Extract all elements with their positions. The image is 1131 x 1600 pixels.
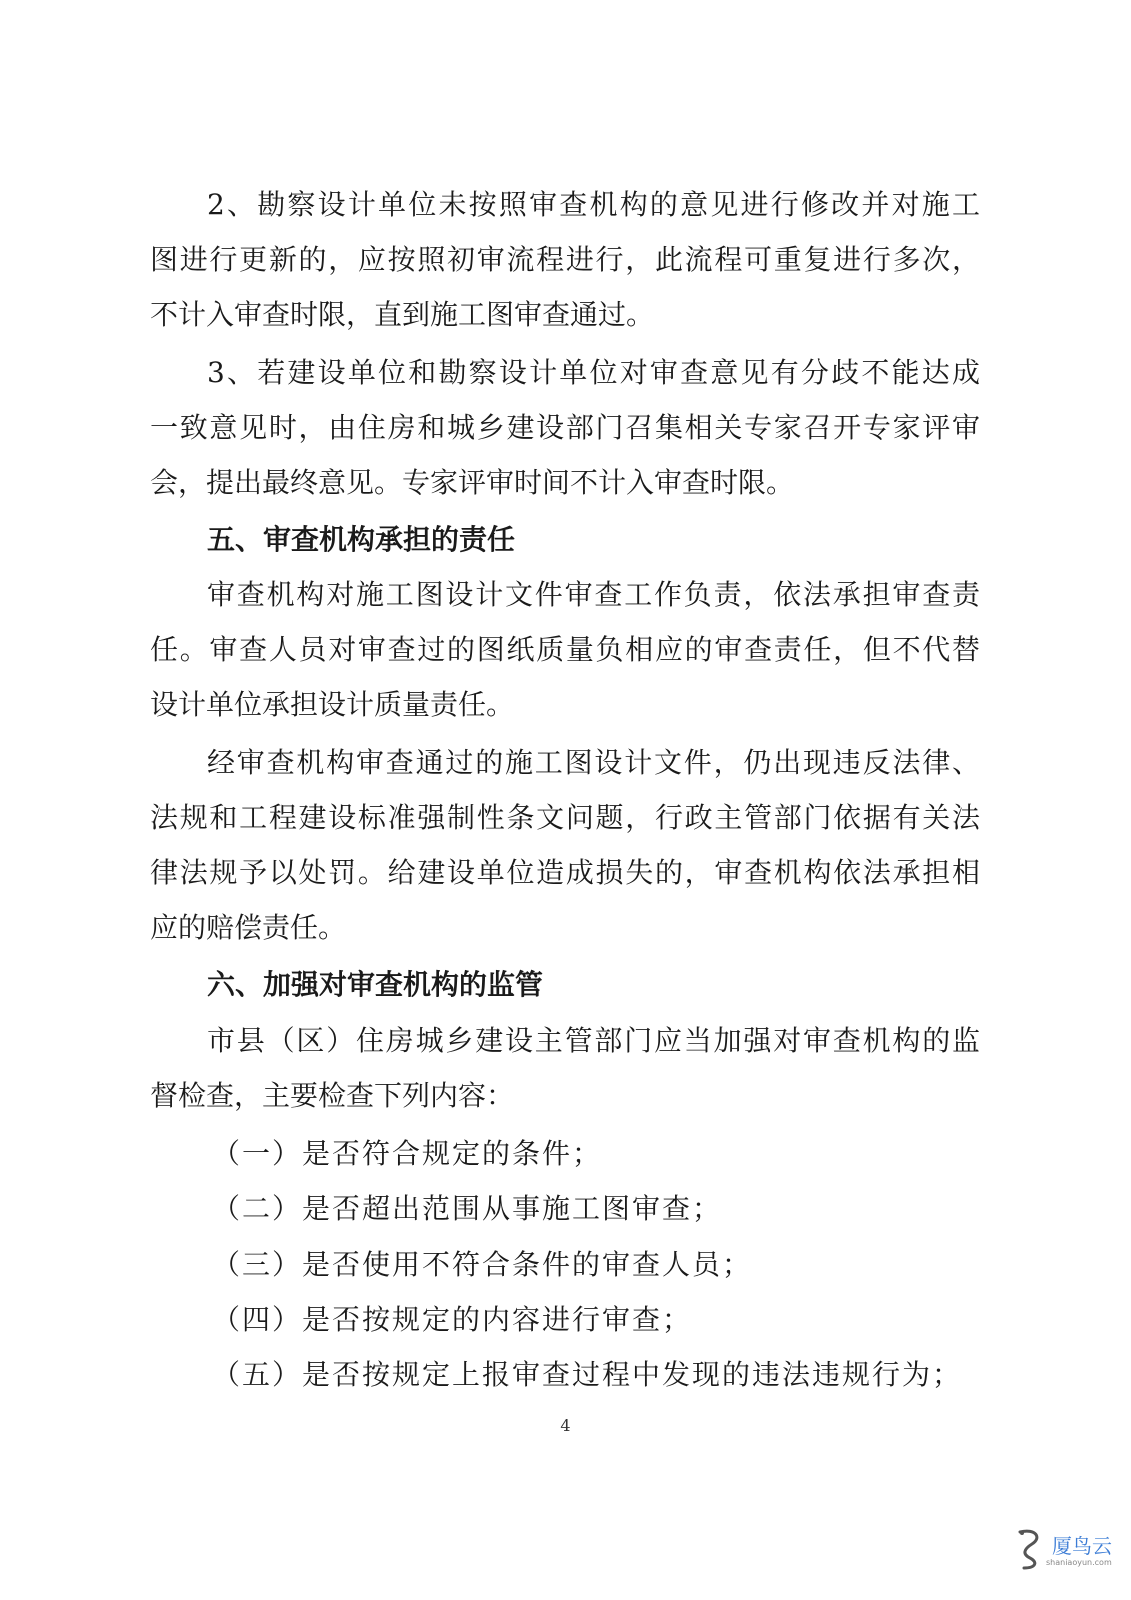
page-number: 4: [560, 1416, 571, 1435]
paragraph-line: 律法规予以处罚。给建设单位造成损失的，审查机构依法承担相: [150, 856, 980, 889]
paragraph-line: 任。审查人员对审查过的图纸质量负相应的审查责任，但不代替: [150, 633, 980, 666]
list-item: （二）是否超出范围从事施工图审查；: [212, 1192, 723, 1225]
list-item: （四）是否按规定的内容进行审查；: [212, 1303, 693, 1336]
list-item: （一）是否符合规定的条件；: [212, 1137, 603, 1170]
watermark-brand: 厦鸟云: [1052, 1534, 1112, 1558]
section-heading: 五、审查机构承担的责任: [207, 523, 516, 556]
paragraph-line: 经审查机构审查通过的施工图设计文件，仍出现违反法律、: [207, 746, 980, 779]
watermark: [1010, 1520, 1120, 1580]
list-item: （三）是否使用不符合条件的审查人员；: [212, 1248, 753, 1281]
bird-logo-icon: [1010, 1524, 1050, 1574]
paragraph-line: 图进行更新的，应按照初审流程进行，此流程可重复进行多次，: [150, 243, 980, 276]
paragraph-line: 会，提出最终意见。专家评审时间不计入审查时限。: [150, 466, 795, 499]
paragraph-line: 督检查，主要检查下列内容：: [150, 1079, 515, 1112]
paragraph-line: 法规和工程建设标准强制性条文问题，行政主管部门依据有关法: [150, 801, 980, 834]
paragraph-line: 2、勘察设计单位未按照审查机构的意见进行修改并对施工: [207, 188, 980, 221]
paragraph-line: 设计单位承担设计质量责任。: [150, 688, 515, 721]
paragraph-line: 不计入审查时限，直到施工图审查通过。: [150, 298, 655, 331]
paragraph-line: 3、若建设单位和勘察设计单位对审查意见有分歧不能达成: [207, 356, 980, 389]
section-heading: 六、加强对审查机构的监管: [207, 968, 544, 1001]
paragraph-line: 市县（区）住房城乡建设主管部门应当加强对审查机构的监: [207, 1024, 980, 1057]
paragraph-line: 一致意见时，由住房和城乡建设部门召集相关专家召开专家评审: [150, 411, 980, 444]
watermark-domain: shaniaoyun.com: [1046, 1558, 1112, 1567]
paragraph-line: 应的赔偿责任。: [150, 911, 347, 944]
list-item: （五）是否按规定上报审查过程中发现的违法违规行为；: [212, 1358, 963, 1391]
paragraph-line: 审查机构对施工图设计文件审查工作负责，依法承担审查责: [207, 578, 980, 611]
